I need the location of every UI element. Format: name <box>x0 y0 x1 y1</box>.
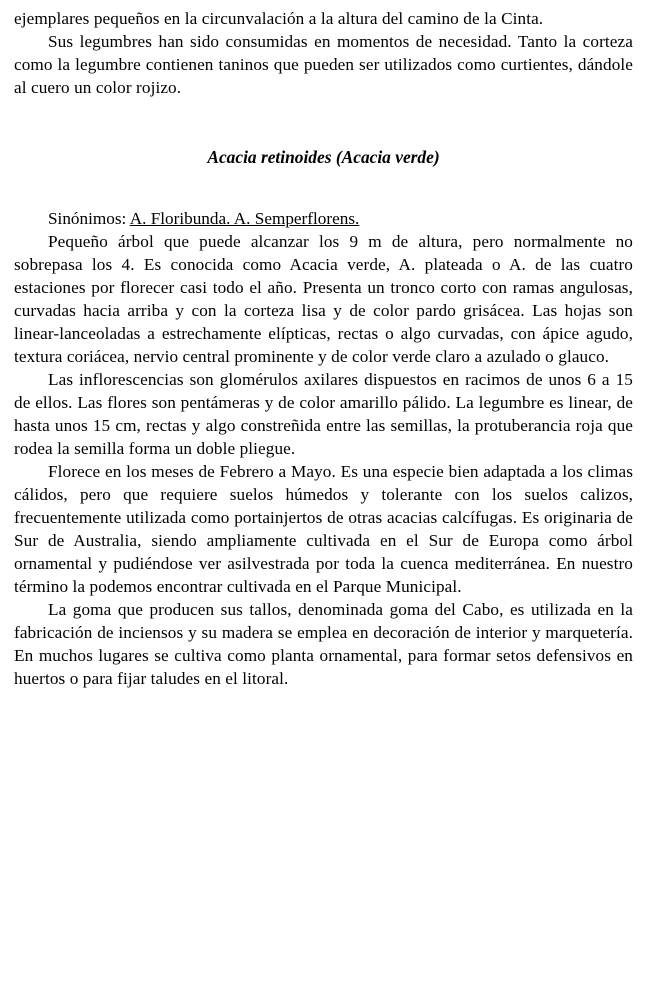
paragraph-usos: La goma que producen sus tallos, denominada goma del Cabo, es utilizada en la fabricación de inciensos y su madera se emplea en decoración de interior y marquetería. En muchos lugares se cultiva como planta ornamental, para formar setos defensivos en huertos o para fijar taludes en el litoral. <box>14 599 633 688</box>
synonyms-label: Sinónimos: <box>48 209 127 229</box>
synonyms-line <box>14 208 633 231</box>
section-heading: Acacia retinoides (Acacia verde) <box>207 146 440 167</box>
paragraph-floracion: Florece en los meses de Febrero a Mayo. Es una especie bien adaptada a los climas cálidos, pero que requiere suelos húmedos y tolerante con los suelos calizos, frecuentemente utilizada como portainjertos de otras acacias calcífugas. Es originaria de Sur de Australia, siendo ampliamente cultivada en el Sur de Europa como árbol ornamental y pudiéndose ver asilvestrada por toda la cuenca mediterránea. En nuestro término la podemos encontrar cultivada en el Parque Municipal. <box>14 461 633 596</box>
paragraph-description: Pequeño árbol que puede alcanzar los 9 m de altura, pero normalmente no sobrepasa los 4. Es conocida como Acacia verde, A. plateada o A. de las cuatro estaciones por florecer casi todo el año. Presenta un tronco corto con ramas angulosas, curvadas hacia arriba y con la corteza lisa y de color pardo grisácea. Las hojas son linear-lanceoladas a estrechamente elípticas, rectas o algo curvadas, con ápice agudo, textura coriácea, nervio central prominente y de color verde claro a azulado o glauco. <box>14 232 633 367</box>
paragraph-legumbres: Sus legumbres han sido consumidas en momentos de necesidad. Tanto la corteza como la legumbre contienen taninos que pueden ser utilizados como curtientes, dándole al cuero un color rojizo. <box>14 31 633 97</box>
synonyms-value: A. Floribunda. A. Semperflorens. <box>129 209 360 229</box>
section-spacer-bottom <box>14 168 633 208</box>
paragraph-inflorescencias: Las inflorescencias son glomérulos axilares dispuestos en racimos de unos 6 a 15 de ellos. Las flores son pentámeras y de color amarillo pálido. La legumbre es linear, de hasta unos 15 cm, rectas y algo constreñida entre las semillas, la protuberancia roja que rodea la semilla forma un doble pliegue. <box>14 370 633 458</box>
paragraph-continuation: ejemplares pequeños en la circunvalación a la altura del camino de la Cinta. <box>14 9 544 28</box>
section-spacer-top <box>14 100 633 146</box>
